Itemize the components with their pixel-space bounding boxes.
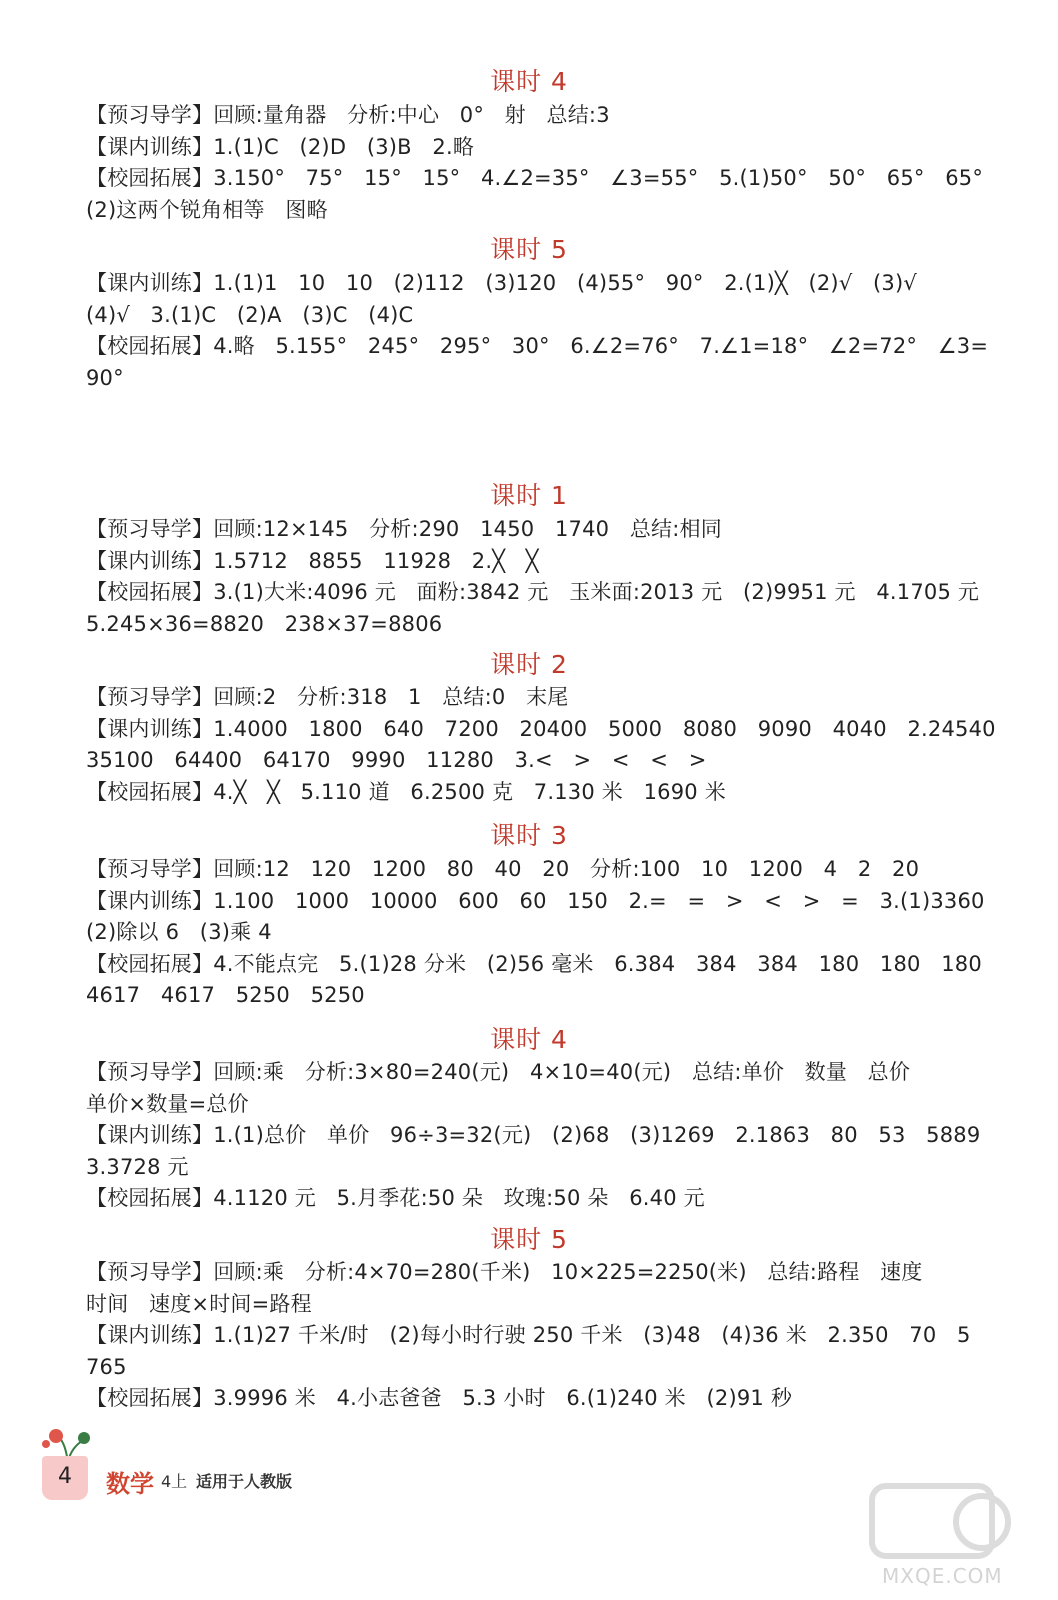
- answer-line: 35100 64400 64170 9990 11280 3.< > < < >: [86, 748, 707, 772]
- answer-line: 4617 4617 5250 5250: [86, 983, 365, 1007]
- watermark-logo-icon: [832, 1478, 1032, 1564]
- answer-line: 765: [86, 1354, 127, 1379]
- answer-line: 【校园拓展】3.(1)大米:4096 元 面粉:3842 元 玉米面:2013 元 (2)9951 元 4.1705 元: [86, 580, 980, 604]
- answer-line: 5.245×36=8820 238×37=8806: [86, 611, 443, 636]
- page-number-pot: [42, 1456, 88, 1500]
- answer-line: 【课内训练】1.(1)总价 单价 96÷3=32(元) (2)68 (3)1269 2.1863 80 53 5889: [86, 1123, 981, 1147]
- answer-line: 【校园拓展】3.150° 75° 15° 15° 4.∠2=35° ∠3=55° 5.(1)50° 50° 65° 65°: [86, 166, 984, 190]
- answer-line: 【校园拓展】4.╳ ╳ 5.110 道 6.2500 克 7.130 米 1690 米: [86, 779, 726, 804]
- answer-line: 【预习导学】回顾:12×145 分析:290 1450 1740 总结:相同: [86, 517, 722, 541]
- answer-line: 【课内训练】1.(1)27 千米/时 (2)每小时行驶 250 千米 (3)48 (4)36 米 2.350 70 5: [86, 1323, 971, 1347]
- book-subject: 数学: [106, 1470, 154, 1498]
- section-title: 课时 3: [490, 821, 568, 850]
- section-body: [86, 854, 1016, 1012]
- section-title: 课时 4: [490, 1025, 568, 1054]
- answer-line: 时间 速度×时间=路程: [86, 1291, 312, 1316]
- section-body: [86, 1257, 1016, 1415]
- page-footer: [30, 1428, 430, 1508]
- section-title: 课时 2: [490, 650, 568, 679]
- section-title: 课时 4: [490, 67, 568, 96]
- answer-line: 【校园拓展】4.略 5.155° 245° 295° 30° 6.∠2=76° 7.∠1=18° ∠2=72° ∠3=: [86, 334, 989, 358]
- answer-line: 【校园拓展】4.1120 元 5.月季花:50 朵 玫瑰:50 朵 6.40 元: [86, 1186, 705, 1210]
- answer-line: (2)除以 6 (3)乘 4: [86, 920, 272, 944]
- answer-line: 【预习导学】回顾:乘 分析:3×80=240(元) 4×10=40(元) 总结:单价 数量 总价: [86, 1060, 911, 1084]
- answer-line: 90°: [86, 365, 124, 390]
- section-body: [86, 100, 1016, 226]
- section-body: [86, 1057, 1016, 1215]
- book-grade: 4上: [161, 1472, 188, 1491]
- answer-line: 【预习导学】回顾:量角器 分析:中心 0° 射 总结:3: [86, 103, 610, 127]
- answer-line: 【预习导学】回顾:12 120 1200 80 40 20 分析:100 10 1200 4 2 20: [86, 857, 920, 881]
- answer-line: 【课内训练】1.5712 8855 11928 2.╳ ╳: [86, 548, 539, 573]
- answer-line: 【预习导学】回顾:乘 分析:4×70=280(千米) 10×225=2250(米) 总结:路程 速度: [86, 1260, 923, 1284]
- section-body: [86, 682, 1016, 808]
- book-edition-note: 适用于人教版: [196, 1472, 293, 1491]
- answer-line: 【课内训练】1.(1)1 10 10 (2)112 (3)120 (4)55° 90° 2.(1)╳ (2)√ (3)√: [86, 271, 917, 295]
- section-body: [86, 268, 1016, 394]
- section-title: 课时 5: [490, 1225, 568, 1254]
- section-title: 课时 5: [490, 235, 568, 264]
- answer-line: 【校园拓展】3.9996 米 4.小志爸爸 5.3 小时 6.(1)240 米 (2)91 秒: [86, 1386, 793, 1410]
- page-number: 4: [58, 1464, 72, 1489]
- answer-line: 单价×数量=总价: [86, 1091, 249, 1116]
- section-body: [86, 514, 1016, 640]
- answer-line: 【课内训练】1.4000 1800 640 7200 20400 5000 8080 9090 4040 2.24540: [86, 716, 996, 741]
- answer-line: 【预习导学】回顾:2 分析:318 1 总结:0 末尾: [86, 685, 569, 709]
- answer-line: 【课内训练】1.(1)C (2)D (3)B 2.略: [86, 134, 475, 159]
- section-title: 课时 1: [490, 481, 568, 510]
- answer-line: (2)这两个锐角相等 图略: [86, 197, 328, 222]
- answer-line: (4)√ 3.(1)C (2)A (3)C (4)C: [86, 302, 414, 327]
- answer-line: 【课内训练】1.100 1000 10000 600 60 150 2.= = > < > = 3.(1)3360: [86, 888, 985, 913]
- answer-line: 【校园拓展】4.不能点完 5.(1)28 分米 (2)56 毫米 6.384 384 384 180 180 180: [86, 951, 982, 976]
- watermark-text: MXQE.COM: [882, 1564, 1003, 1588]
- answer-line: 3.3728 元: [86, 1154, 189, 1179]
- watermark: [832, 1478, 1032, 1588]
